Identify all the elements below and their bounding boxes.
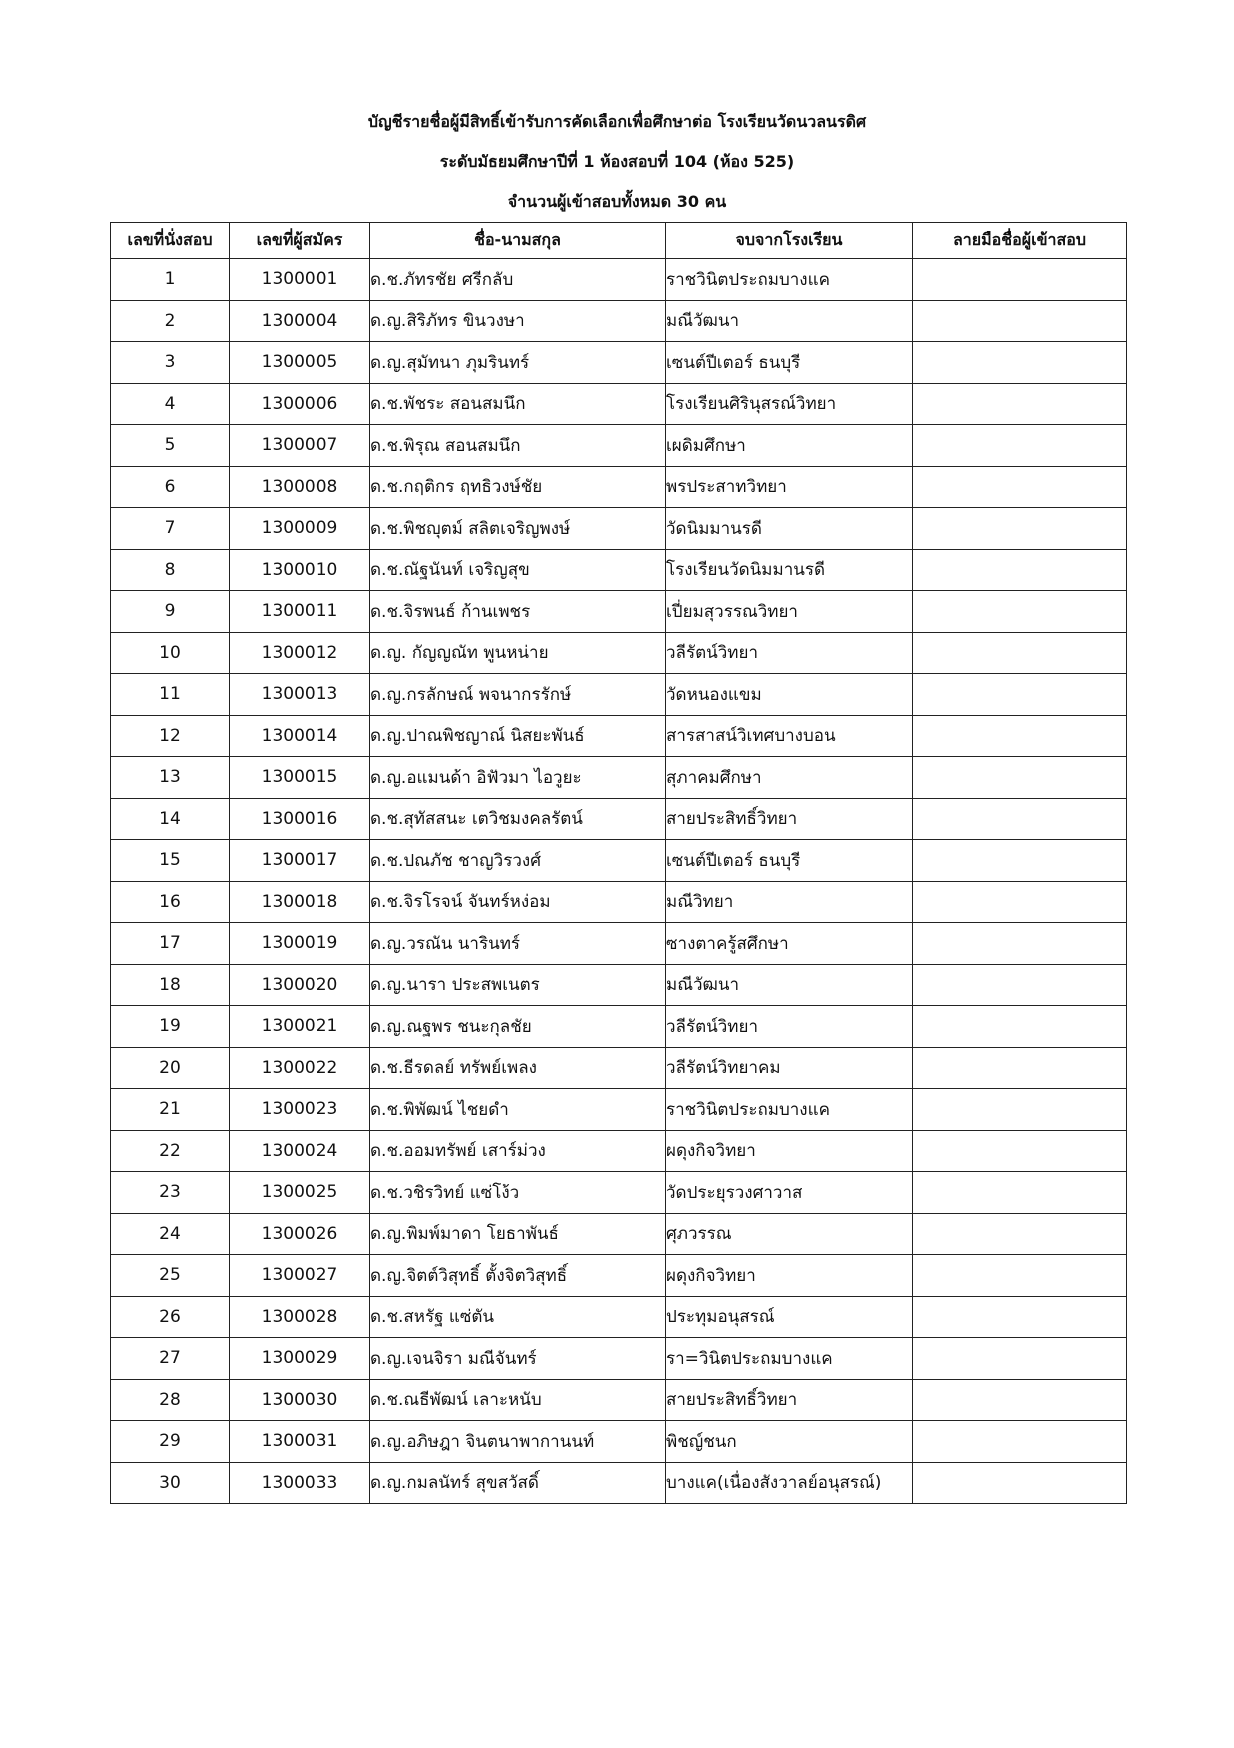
application-number-cell: 1300019 [230,923,370,965]
application-number-cell: 1300025 [230,1172,370,1214]
signature-cell [913,1379,1127,1421]
signature-cell [913,1130,1127,1172]
student-name-cell: ด.ช.สุทัสสนะ เตวิชมงคลรัตน์ [370,798,666,840]
signature-cell [913,1213,1127,1255]
student-name-cell: ด.ญ.อแมนด้า อิฟัวมา ไอวูยะ [370,757,666,799]
previous-school-cell: วัดประยุรวงศาวาส [666,1172,913,1214]
signature-cell [913,1421,1127,1463]
previous-school-cell: พิชญ์ชนก [666,1421,913,1463]
seat-number-cell: 2 [111,300,230,342]
signature-cell [913,1172,1127,1214]
table-row [111,300,1127,342]
signature-cell [913,466,1127,508]
seat-number-cell: 18 [111,964,230,1006]
application-number-cell: 1300021 [230,1006,370,1048]
application-number-cell: 1300027 [230,1255,370,1297]
application-number-cell: 1300007 [230,425,370,467]
table-header-row [111,223,1127,259]
seat-number-cell: 11 [111,674,230,716]
student-name-cell: ด.ช.ณธีพัฒน์ เลาะหนับ [370,1379,666,1421]
student-name-cell: ด.ญ.พิมพ์มาดา โยธาพันธ์ [370,1213,666,1255]
seat-number-cell: 27 [111,1338,230,1380]
seat-number-cell: 16 [111,881,230,923]
application-number-cell: 1300016 [230,798,370,840]
student-name-cell: ด.ช.จิรโรจน์ จันทร์หง่อม [370,881,666,923]
table-row [111,798,1127,840]
previous-school-cell: มณีวัฒนา [666,300,913,342]
student-name-cell: ด.ช.กฤติกร ฤทธิวงษ์ชัย [370,466,666,508]
application-number-cell: 1300020 [230,964,370,1006]
application-number-cell: 1300029 [230,1338,370,1380]
previous-school-cell: ราชวินิตประถมบางแค [666,259,913,301]
application-number-cell: 1300028 [230,1296,370,1338]
document-title: บัญชีรายชื่อผู้มีสิทธิ์เข้ารับการคัดเลือกเพื่อศึกษาต่อ โรงเรียนวัดนวลนรดิศ [367,112,867,131]
student-name-cell: ด.ญ. กัญญณัท พูนหน่าย [370,632,666,674]
signature-cell [913,383,1127,425]
seat-number-cell: 3 [111,342,230,384]
application-number-cell: 1300033 [230,1462,370,1504]
table-row [111,840,1127,882]
signature-cell [913,840,1127,882]
table-row [111,466,1127,508]
signature-cell [913,798,1127,840]
table-row [111,1213,1127,1255]
column-header-signature: ลายมือชื่อผู้เข้าสอบ [913,223,1127,259]
seat-number-cell: 1 [111,259,230,301]
table-row [111,881,1127,923]
application-number-cell: 1300011 [230,591,370,633]
seat-number-cell: 12 [111,715,230,757]
previous-school-cell: ศุภวรรณ [666,1213,913,1255]
seat-number-cell: 24 [111,1213,230,1255]
student-name-cell: ด.ญ.อภิษฎา จินตนาพากานนท์ [370,1421,666,1463]
application-number-cell: 1300013 [230,674,370,716]
signature-cell [913,425,1127,467]
table-row [111,923,1127,965]
table-row [111,1338,1127,1380]
signature-cell [913,549,1127,591]
signature-cell [913,1296,1127,1338]
seat-number-cell: 19 [111,1006,230,1048]
column-header-name: ชื่อ-นามสกุล [370,223,666,259]
table-row [111,674,1127,716]
candidate-count: จำนวนผู้เข้าสอบทั้งหมด 30 คน [507,192,727,211]
signature-cell [913,923,1127,965]
seat-number-cell: 30 [111,1462,230,1504]
application-number-cell: 1300014 [230,715,370,757]
previous-school-cell: เซนต์ปีเตอร์ ธนบุรี [666,342,913,384]
table-row [111,715,1127,757]
table-row [111,508,1127,550]
seat-number-cell: 20 [111,1047,230,1089]
exam-room-subtitle: ระดับมัธยมศึกษาปีที่ 1 ห้องสอบที่ 104 (ห้อง 525) [439,152,795,171]
seat-number-cell: 8 [111,549,230,591]
table-row [111,1379,1127,1421]
student-name-cell: ด.ญ.เจนจิรา มณีจันทร์ [370,1338,666,1380]
table-row [111,1006,1127,1048]
signature-cell [913,1006,1127,1048]
signature-cell [913,715,1127,757]
seat-number-cell: 23 [111,1172,230,1214]
signature-cell [913,1255,1127,1297]
student-name-cell: ด.ญ.นารา ประสพเนตร [370,964,666,1006]
application-number-cell: 1300022 [230,1047,370,1089]
table-body [111,259,1127,1504]
previous-school-cell: วัดนิมมานรดี [666,508,913,550]
table-row [111,259,1127,301]
application-number-cell: 1300017 [230,840,370,882]
previous-school-cell: เซนต์ปีเตอร์ ธนบุรี [666,840,913,882]
signature-cell [913,1338,1127,1380]
signature-cell [913,674,1127,716]
application-number-cell: 1300006 [230,383,370,425]
table-row [111,1296,1127,1338]
application-number-cell: 1300010 [230,549,370,591]
seat-number-cell: 10 [111,632,230,674]
seat-number-cell: 17 [111,923,230,965]
column-header-application: เลขที่ผู้สมัคร [230,223,370,259]
seat-number-cell: 4 [111,383,230,425]
table-row [111,1130,1127,1172]
seat-number-cell: 5 [111,425,230,467]
previous-school-cell: วลีรัตน์วิทยา [666,1006,913,1048]
seat-number-cell: 14 [111,798,230,840]
seat-number-cell: 28 [111,1379,230,1421]
application-number-cell: 1300026 [230,1213,370,1255]
application-number-cell: 1300012 [230,632,370,674]
table-row [111,632,1127,674]
column-header-seat: เลขที่นั่งสอบ [111,223,230,259]
application-number-cell: 1300018 [230,881,370,923]
previous-school-cell: วลีรัตน์วิทยา [666,632,913,674]
student-name-cell: ด.ช.จิรพนธ์ ก้านเพชร [370,591,666,633]
student-name-cell: ด.ญ.กมลนัทร์ สุขสวัสดิ์ [370,1462,666,1504]
previous-school-cell: สุภาคมศึกษา [666,757,913,799]
student-name-cell: ด.ญ.วรณัน นารินทร์ [370,923,666,965]
previous-school-cell: เผดิมศึกษา [666,425,913,467]
signature-cell [913,881,1127,923]
previous-school-cell: พรประสาทวิทยา [666,466,913,508]
signature-cell [913,300,1127,342]
seat-number-cell: 29 [111,1421,230,1463]
table-row [111,1421,1127,1463]
student-name-cell: ด.ญ.กรลักษณ์ พจนากรรักษ์ [370,674,666,716]
table-row [111,591,1127,633]
table-row [111,1047,1127,1089]
previous-school-cell: วัดหนองแขม [666,674,913,716]
student-name-cell: ด.ญ.ณฐพร ชนะกุลชัย [370,1006,666,1048]
student-name-cell: ด.ช.วชิรวิทย์ แซ่โง้ว [370,1172,666,1214]
student-name-cell: ด.ช.พิพัฒน์ ไชยดำ [370,1089,666,1131]
signature-cell [913,1089,1127,1131]
student-name-cell: ด.ช.ธีรดลย์ ทรัพย์เพลง [370,1047,666,1089]
previous-school-cell: มณีวัฒนา [666,964,913,1006]
signature-cell [913,342,1127,384]
student-name-cell: ด.ช.พิรุณ สอนสมนึก [370,425,666,467]
seat-number-cell: 15 [111,840,230,882]
student-name-cell: ด.ช.พิชญุตม์ สลิตเจริญพงษ์ [370,508,666,550]
previous-school-cell: ผดุงกิจวิทยา [666,1130,913,1172]
table-row [111,1462,1127,1504]
student-name-cell: ด.ญ.สิริภัทร ขินวงษา [370,300,666,342]
signature-cell [913,259,1127,301]
signature-cell [913,632,1127,674]
application-number-cell: 1300031 [230,1421,370,1463]
table-row [111,1255,1127,1297]
application-number-cell: 1300009 [230,508,370,550]
previous-school-cell: ราชวินิตประถมบางแค [666,1089,913,1131]
signature-cell [913,1462,1127,1504]
signature-cell [913,1047,1127,1089]
previous-school-cell: ผดุงกิจวิทยา [666,1255,913,1297]
seat-number-cell: 7 [111,508,230,550]
application-number-cell: 1300004 [230,300,370,342]
table-row [111,757,1127,799]
previous-school-cell: บางแค(เนื่องสังวาลย์อนุสรณ์) [666,1462,913,1504]
previous-school-cell: โรงเรียนศิรินุสรณ์วิทยา [666,383,913,425]
student-name-cell: ด.ช.ออมทรัพย์ เสาร์ม่วง [370,1130,666,1172]
application-number-cell: 1300008 [230,466,370,508]
application-number-cell: 1300023 [230,1089,370,1131]
previous-school-cell: มณีวิทยา [666,881,913,923]
candidate-table [110,222,1127,1504]
seat-number-cell: 21 [111,1089,230,1131]
table-row [111,549,1127,591]
student-name-cell: ด.ช.สหรัฐ แซ่ตัน [370,1296,666,1338]
seat-number-cell: 6 [111,466,230,508]
student-name-cell: ด.ญ.จิตต์วิสุทธิ์ ตั้งจิตวิสุทธิ์ [370,1255,666,1297]
signature-cell [913,508,1127,550]
previous-school-cell: สารสาสน์วิเทศบางบอน [666,715,913,757]
table-row [111,964,1127,1006]
previous-school-cell: เปี่ยมสุวรรณวิทยา [666,591,913,633]
previous-school-cell: รา=วินิตประถมบางแค [666,1338,913,1380]
application-number-cell: 1300005 [230,342,370,384]
signature-cell [913,757,1127,799]
seat-number-cell: 9 [111,591,230,633]
seat-number-cell: 13 [111,757,230,799]
previous-school-cell: ซางตาครู้สศึกษา [666,923,913,965]
previous-school-cell: โรงเรียนวัดนิมมานรดี [666,549,913,591]
seat-number-cell: 25 [111,1255,230,1297]
signature-cell [913,964,1127,1006]
table-row [111,342,1127,384]
application-number-cell: 1300015 [230,757,370,799]
previous-school-cell: สายประสิทธิ์วิทยา [666,798,913,840]
previous-school-cell: สายประสิทธิ์วิทยา [666,1379,913,1421]
seat-number-cell: 26 [111,1296,230,1338]
signature-cell [913,591,1127,633]
student-name-cell: ด.ช.ปณภัช ชาญวิรวงศ์ [370,840,666,882]
student-name-cell: ด.ช.ณัฐนันท์ เจริญสุข [370,549,666,591]
application-number-cell: 1300024 [230,1130,370,1172]
table-row [111,383,1127,425]
application-number-cell: 1300030 [230,1379,370,1421]
student-name-cell: ด.ญ.สุมัทนา ภุมรินทร์ [370,342,666,384]
student-name-cell: ด.ช.ภัทรชัย ศรีกลับ [370,259,666,301]
column-header-school: จบจากโรงเรียน [666,223,913,259]
previous-school-cell: ประทุมอนุสรณ์ [666,1296,913,1338]
table-row [111,1172,1127,1214]
seat-number-cell: 22 [111,1130,230,1172]
application-number-cell: 1300001 [230,259,370,301]
table-row [111,425,1127,467]
previous-school-cell: วลีรัตน์วิทยาคม [666,1047,913,1089]
student-name-cell: ด.ญ.ปาณพิชญาณ์ นิสยะพันธ์ [370,715,666,757]
student-name-cell: ด.ช.พัชระ สอนสมนึก [370,383,666,425]
table-row [111,1089,1127,1131]
